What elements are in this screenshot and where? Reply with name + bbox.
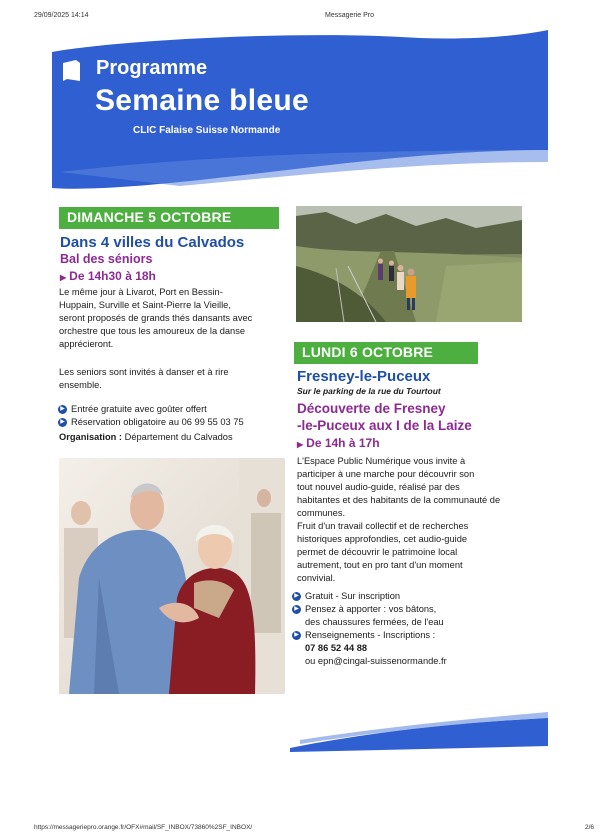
event1-description-2	[59, 366, 294, 392]
list-item	[292, 590, 527, 603]
event1-subtitle: Bal des séniors	[60, 252, 153, 266]
list-item	[292, 603, 527, 629]
arrow-bullet-icon: ▶	[58, 418, 67, 427]
list-item-text: Pensez à apporter : vos bâtons,	[305, 604, 437, 614]
list-item-text: Gratuit - Sur inscription	[305, 591, 401, 601]
arrow-bullet-icon: ▶	[292, 631, 301, 640]
arrow-bullet-icon: ▶	[292, 605, 301, 614]
text-line: Le même jour à Livarot, Port en Bessin-	[59, 287, 223, 297]
print-app-name: Messagerie Pro	[325, 12, 375, 19]
text-line: participer à une marche pour découvrir son	[297, 469, 475, 479]
print-date: 29/09/2025 14:14	[34, 12, 89, 19]
text-line: ensemble.	[59, 380, 102, 390]
program-label: Programme	[96, 57, 208, 79]
subtitle-line: -le-Puceux aux I de la Laize	[297, 418, 472, 433]
text-line: habitantes et des habitants de la communauté de communes.	[297, 495, 501, 518]
list-item-text: des chaussures fermées, de l'eau	[305, 617, 444, 627]
dancing-photo	[59, 458, 285, 694]
event2-time-text: De 14h à 17h	[306, 436, 380, 450]
event1-organisation	[59, 431, 233, 444]
text-line: apprécieront.	[59, 339, 114, 349]
list-item	[292, 629, 527, 668]
event-name: Semaine bleue	[95, 84, 309, 117]
organisation-label: Organisation :	[59, 432, 123, 442]
organisation-value: Département du Calvados	[122, 432, 233, 442]
event1-description	[59, 286, 294, 351]
text-line: autrement, tout en pro tant d'un moment	[297, 560, 463, 570]
text-line: tout nouvel audio-guide, réalisé par des	[297, 482, 460, 492]
text-line: convivial.	[297, 573, 336, 583]
day-badge-monday: LUNDI 6 OCTOBRE	[294, 342, 478, 364]
list-item-text: Réservation obligatoire au 06 99 55 03 75	[71, 417, 244, 427]
text-line: permet de découvrir le patrimoine local	[297, 547, 458, 557]
event1-title: Dans 4 villes du Calvados	[60, 234, 245, 251]
arrow-bullet-icon: ▶	[292, 592, 301, 601]
print-page-number: 2/6	[585, 824, 595, 831]
text-line: seront proposés de grands thés dansants avec	[59, 313, 253, 323]
event2-time	[297, 436, 380, 450]
text-line: historiques approfondies, cet audio-guide	[297, 534, 468, 544]
text-line: Fruit d'un travail collectif et de recherches	[297, 521, 469, 531]
list-item	[58, 416, 298, 429]
text-line: Huppain, Surville et Saint-Pierre la Vieille,	[59, 300, 231, 310]
triangle-icon: ▶	[297, 440, 304, 449]
event2-description	[297, 455, 522, 585]
logo-icon	[63, 60, 80, 81]
text-line: orchestre que tous les amoureux de la danse	[59, 326, 246, 336]
arrow-bullet-icon: ▶	[58, 405, 67, 414]
text-line: L'Espace Public Numérique vous invite à	[297, 456, 466, 466]
event2-info-list	[292, 590, 527, 668]
email-text: ou epn@cingal-suissenormande.fr	[305, 656, 447, 666]
list-item	[58, 403, 298, 416]
phone-number: 07 86 52 44 88	[305, 643, 368, 653]
print-url: https://messageriepro.orange.fr/OFX#mail/SF_INBOX/73860%2SF_INBOX/	[34, 824, 253, 831]
event1-info-list	[58, 403, 298, 429]
event1-time	[60, 269, 156, 283]
event1-time-text: De 14h30 à 18h	[69, 269, 156, 283]
event2-subtitle	[297, 400, 517, 434]
list-item-text: Entrée gratuite avec goûter offert	[71, 404, 207, 414]
organizer-subtitle: CLIC Falaise Suisse Normande	[133, 125, 281, 136]
event2-location: Sur le parking de la rue du Tourtout	[297, 386, 441, 396]
triangle-icon: ▶	[60, 273, 67, 282]
text-line: Les seniors sont invités à danser et à rire	[59, 367, 229, 377]
list-item-text: Renseignements - Inscriptions :	[305, 630, 436, 640]
subtitle-line: Découverte de Fresney	[297, 401, 446, 416]
event2-title: Fresney-le-Puceux	[297, 368, 431, 385]
walking-photo	[296, 206, 522, 322]
day-badge-sunday: DIMANCHE 5 OCTOBRE	[59, 207, 279, 229]
footer-wave	[0, 700, 611, 760]
